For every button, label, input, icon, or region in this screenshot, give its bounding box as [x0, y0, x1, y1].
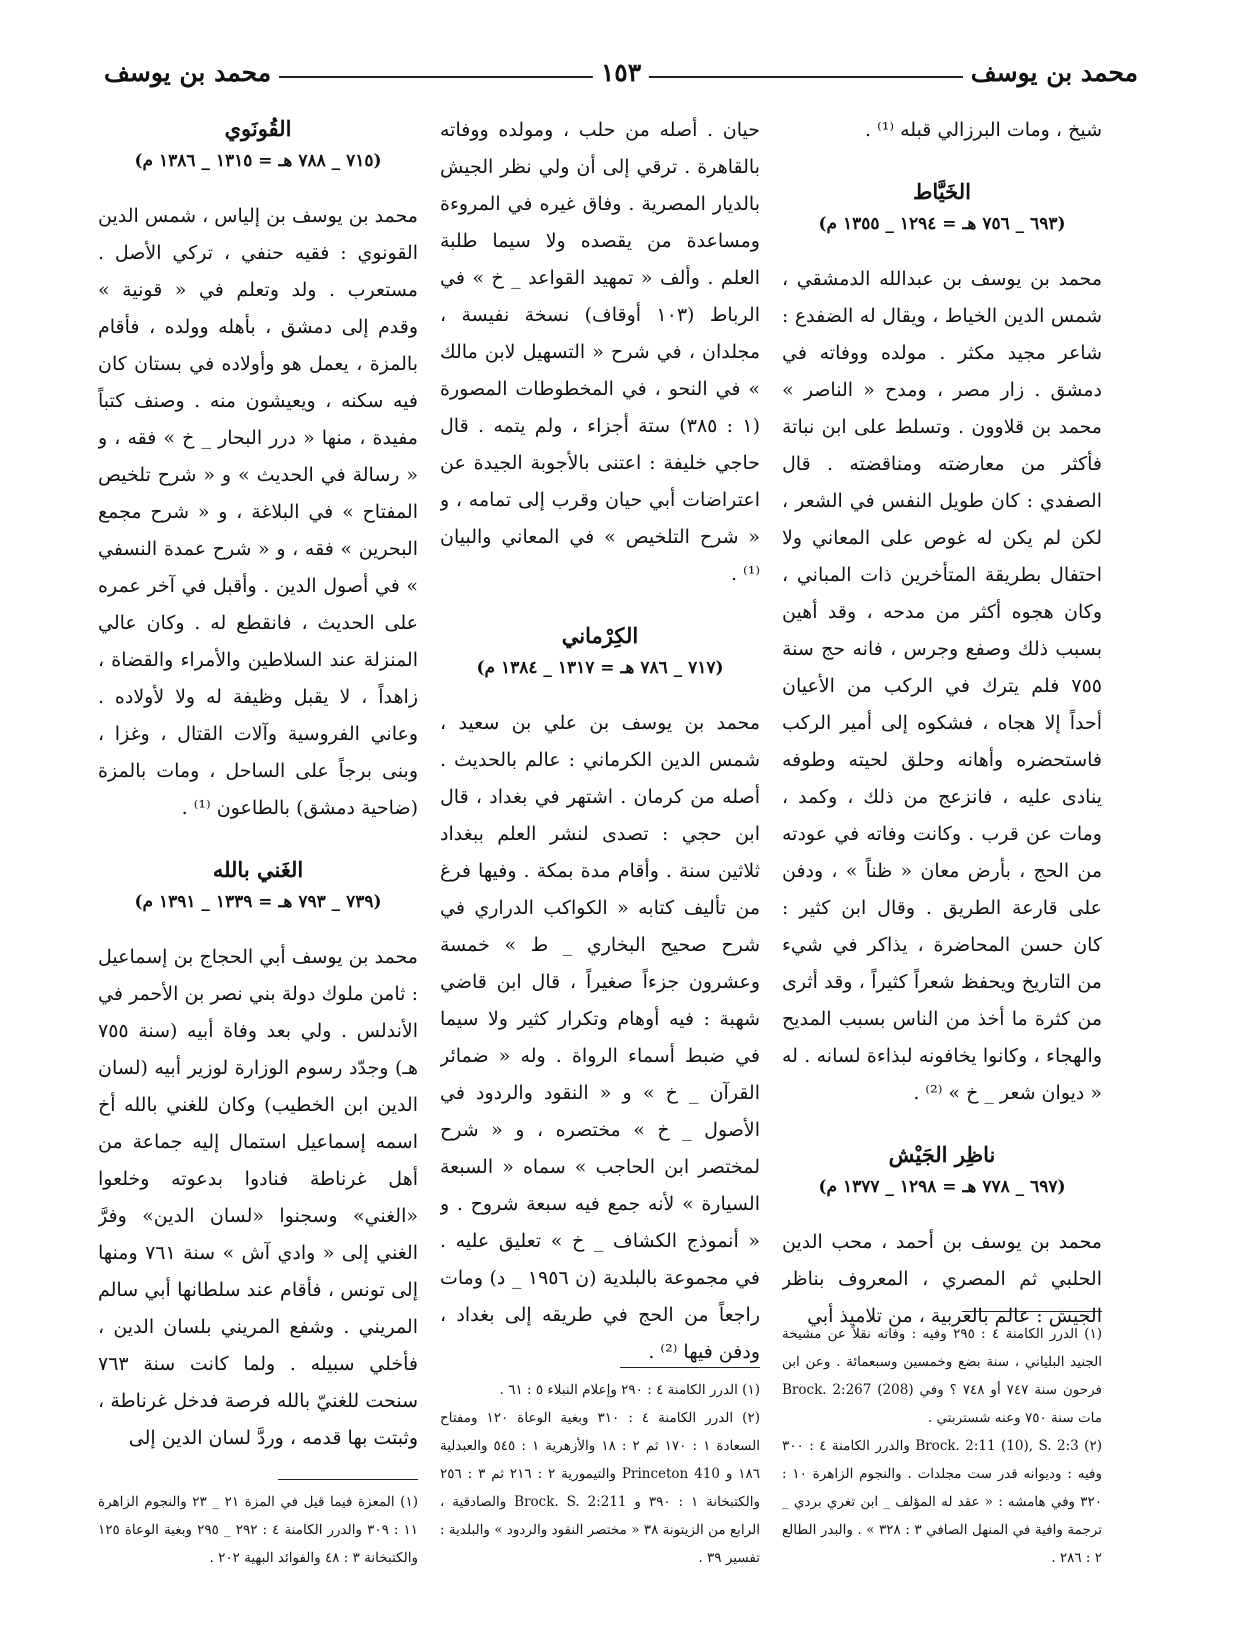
continued-text: شيخ ، ومات البرزالي قبله ⁽¹⁾ .	[865, 119, 1102, 141]
column-middle	[440, 112, 760, 1572]
entry-body: محمد بن يوسف أبي الحجاج بن إسماعيل : ثامن ملوك دولة بني نصر بن الأحمر في الأندلس . ولي بعد وفاة أبيه (سنة ٧٥٥ هـ) وجدّد رسوم الوزارة لوزير أبيه (لسان الدين ابن الخطيب) وكان للغني بالله أخ اسمه إسماعيل استمال إليه جماعة من أهل غرناطة فنادوا بدعوته وخلعوا «الغني» وسجنوا «لسان الدين» وفرَّ الغني إلى « وادي آش » سنة ٧٦١ ومنها إلى تونس ، فأقام عند سلطانها أبي سالم المريني . وشفع المريني بلسان الدين ، فأخلي سبيله . ولما كانت سنة ٧٦٣ سنحت للغنيّ بالله فرصة فدخل غرناطة ، وثبتت بها قدمه ، وردَّ لسان الدين إلى	[98, 946, 418, 1449]
continued-text: حيان . أصله من حلب ، ومولده ووفاته بالقاهرة . ترقي إلى أن ولي نظر الجيش بالديار المصرية . وفاق غيره في المروءة ومساعدة من يقصده ولا سيما طلبة العلم . وألف « تمهيد القواعد _ خ » في الرباط (١٠٣ أوقاف) نسخة نفيسة ، مجلدان ، في شرح « التسهيل لابن مالك » في النحو ، في المخطوطات المصورة (١ : ٣٨٥) ستة أجزاء ، ولم يتمه . قال حاجي خليفة : اعتنى بالأجوبة الجيدة عن اعتراضات أبي حيان وقرب إلى تمامه ، و « شرح التلخيص » في المعاني والبيان ⁽¹⁾ .	[440, 119, 760, 585]
page-number: ١٥٣	[593, 58, 649, 87]
entry-title: الخَيَّاط	[913, 179, 971, 204]
entry-body: محمد بن يوسف بن علي بن سعيد ، شمس الدين الكرماني : عالم بالحديث . أصله من كرمان . اشتهر في بغداد ، قال ابن حجي : تصدى لنشر العلم ببغداد ثلاثين سنة . وأقام مدة بمكة . وفيها فرغ من تأليف كتابه « الكواكب الدراري في شرح صحيح البخاري _ ط » خمسة وعشرون جزءاً صغيراً ، قال ابن قاضي شهبة : فيه أوهام وتكرار كثير ولا سيما في ضبط أسماء الرواة . وله « ضمائر القرآن _ خ » و « النقود والردود في الأصول _ خ » مختصره ، و « شرح لمختصر ابن الحاجب » سماه « السبعة السيارة » لأنه جمع فيه سبعة شروح . و « أنموذج الكشاف _ خ » تعليق عليه . في مجموعة بالبلدية (ن ١٩٥٦ _ د) ومات راجعاً من الحج في طريقه إلى بغداد ، ودفن فيها ⁽²⁾ .	[440, 712, 760, 1363]
footnote: (١) الدرر الكامنة ٤ : ٢٩٠ وإعلام النبلاء ٥ : ٦١ .	[499, 1382, 760, 1398]
running-title-left: محمد بن يوسف	[96, 58, 279, 87]
entry-dates: (٧٣٩ _ ٧٩٣ هـ = ١٣٣٩ _ ١٣٩١ م)	[134, 892, 382, 912]
running-title-right: محمد بن يوسف	[963, 58, 1146, 87]
footnote-rule	[278, 1479, 418, 1480]
footnote: (٢) Brock. 2:11 (10), S. 2:3 والدرر الكامنة ٤ : ٣٠٠ وفيه : وديوانه قدر ست مجلدات . والنجوم الزاهرة ١٠ : ٣٢٠ وفي هامشه : « عقد له المؤلف _ ابن تغري بردي _ ترجمة وافية في المنهل الصافي ٣ : ٣٢٨ » . والبدر الطالع ٢ : ٢٨٦ .	[782, 1438, 1102, 1566]
footnote: (٢) الدرر الكامنة ٤ : ٣١٠ وبغية الوعاة ١٢٠ ومفتاح السعادة ١ : ١٧٠ ثم ٢ : ١٨ والأزهرية ١ : ٥٤٥ والعبدلية ١٨٦ و Princeton 410 والتيمورية ٢ : ٢١٦ ثم ٣ : ٢٥٦ والكتبخانة ١ : ٣٩٠ و Brock. S. 2:211 والصادقية ، الرابع من الزيتونة ٣٨ « مختصر النقود والردود » والبلدية : تفسير ٣٩ .	[440, 1410, 760, 1566]
footnotes	[440, 1367, 760, 1572]
entry-body: محمد بن يوسف بن أحمد ، محب الدين الحلبي ثم المصري ، المعروف بناظر الجيش : عالم بالعربية ، من تلاميذ أبي	[782, 1231, 1102, 1327]
running-header	[96, 58, 1146, 98]
footnotes	[782, 1311, 1102, 1572]
column-right	[782, 112, 1102, 1572]
entry-dates: (٦٩٣ _ ٧٥٦ هـ = ١٢٩٤ _ ١٣٥٥ م)	[818, 214, 1066, 234]
entry-title: ناظِر الجَيْش	[888, 1142, 996, 1167]
footnote: (١) المعزة فيما قيل في المزة ٢١ _ ٢٣ والنجوم الزاهرة ١١ : ٣٠٩ والدرر الكامنة ٤ : ٢٩٢ _ ٢٩٥ وبغية الوعاة ١٢٥ والكتبخانة ٣ : ٤٨ والفوائد البهية ٢٠٢ .	[98, 1494, 418, 1566]
entry-dates: (٧١٧ _ ٧٨٦ هـ = ١٣١٧ _ ١٣٨٤ م)	[476, 658, 724, 678]
entry-body: محمد بن يوسف بن إلياس ، شمس الدين القونوي : فقيه حنفي ، تركي الأصل . مستعرب . ولد وتعلم في « قونية » وقدم إلى دمشق ، بأهله وولده ، فأقام بالمزة ، يعمل هو وأولاده في بستان كان فيه سكنه ، ويعيشون منه . وصنف كتباً مفيدة ، منها « درر البحار _ خ » فقه ، و « رسالة في الحديث » و « شرح تلخيص المفتاح » في البلاغة ، و « شرح مجمع البحرين » فقه ، و « شرح عمدة النسفي » في أصول الدين . وأقبل في آخر عمره على الحديث ، فانقطع له . وكان عالي المنزلة عند السلاطين والأمراء والقضاة ، زاهداً ، لا يقبل وظيفة له ولا لأولاده . وعاني الفروسية وآلات القتال ، وغزا ، وبنى برجاً على الساحل ، ومات بالمزة (ضاحية دمشق) بالطاعون ⁽¹⁾ .	[98, 205, 418, 819]
entry-dates: (٦٩٧ _ ٧٧٨ هـ = ١٢٩٨ _ ١٣٧٧ م)	[818, 1177, 1066, 1197]
footnote-rule	[620, 1367, 760, 1368]
entry-dates: (٧١٥ _ ٧٨٨ هـ = ١٣١٥ _ ١٣٨٦ م)	[134, 151, 382, 171]
footnote: (١) الدرر الكامنة ٤ : ٢٩٥ وفيه : وفاته نقلاً عن مشيخة الجنيد البلياني ، سنة بضع وخمسين وسبعمائة . وعن ابن فرحون سنة ٧٤٧ أو ٧٤٨ ؟ وفي Brock. 2:267 (208) مات سنة ٧٥٠ وعنه شستربتي .	[782, 1326, 1102, 1426]
entry-title: القُونَوي	[224, 116, 292, 141]
footnotes	[98, 1479, 418, 1572]
entry-title: الكِرْماني	[561, 623, 639, 648]
entry-title: الغَني بالله	[212, 857, 304, 882]
footnote-rule	[962, 1311, 1102, 1312]
entry-body: محمد بن يوسف بن عبدالله الدمشقي ، شمس الدين الخياط ، ويقال له الضفدع : شاعر مجيد مكثر . مولده ووفاته في دمشق . زار مصر ، ومدح « الناصر » محمد بن قلاوون . وتسلط على ابن نباتة فأكثر من معارضته ومناقضته . قال الصفدي : كان طويل النفس في الشعر ، لكن لم يكن له غوص على المعاني ولا احتفال بطريقة المتأخرين ذات المباني ، وكان هجوه أكثر من مدحه ، وقد أهين بسبب ذلك وصفع وجرس ، فانه حج سنة ٧٥٥ فلم يترك في الركب من الأعيان أحداً إلا هجاه ، فشكوه إلى أمير الركب فاستحضره وأهانه وحلق لحيته وطوفه ينادى عليه ، فانزعج من ذلك ، وكمد ، ومات عن قرب . وكانت وفاته في عودته من الحج ، بأرض معان « ظناً » ، ودفن على قارعة الطريق . وقال ابن كثير : كان حسن المحاضرة ، يذاكر في شيء من التاريخ ويحفظ شعراً كثيراً ، وقد أثرى من كثرة ما أخذ من الناس بسبب المديح والهجاء ، وكانوا يخافونه لبذاءة لسانه . له « ديوان شعر _ خ » ⁽²⁾ .	[782, 268, 1102, 1104]
column-left	[98, 112, 418, 1572]
